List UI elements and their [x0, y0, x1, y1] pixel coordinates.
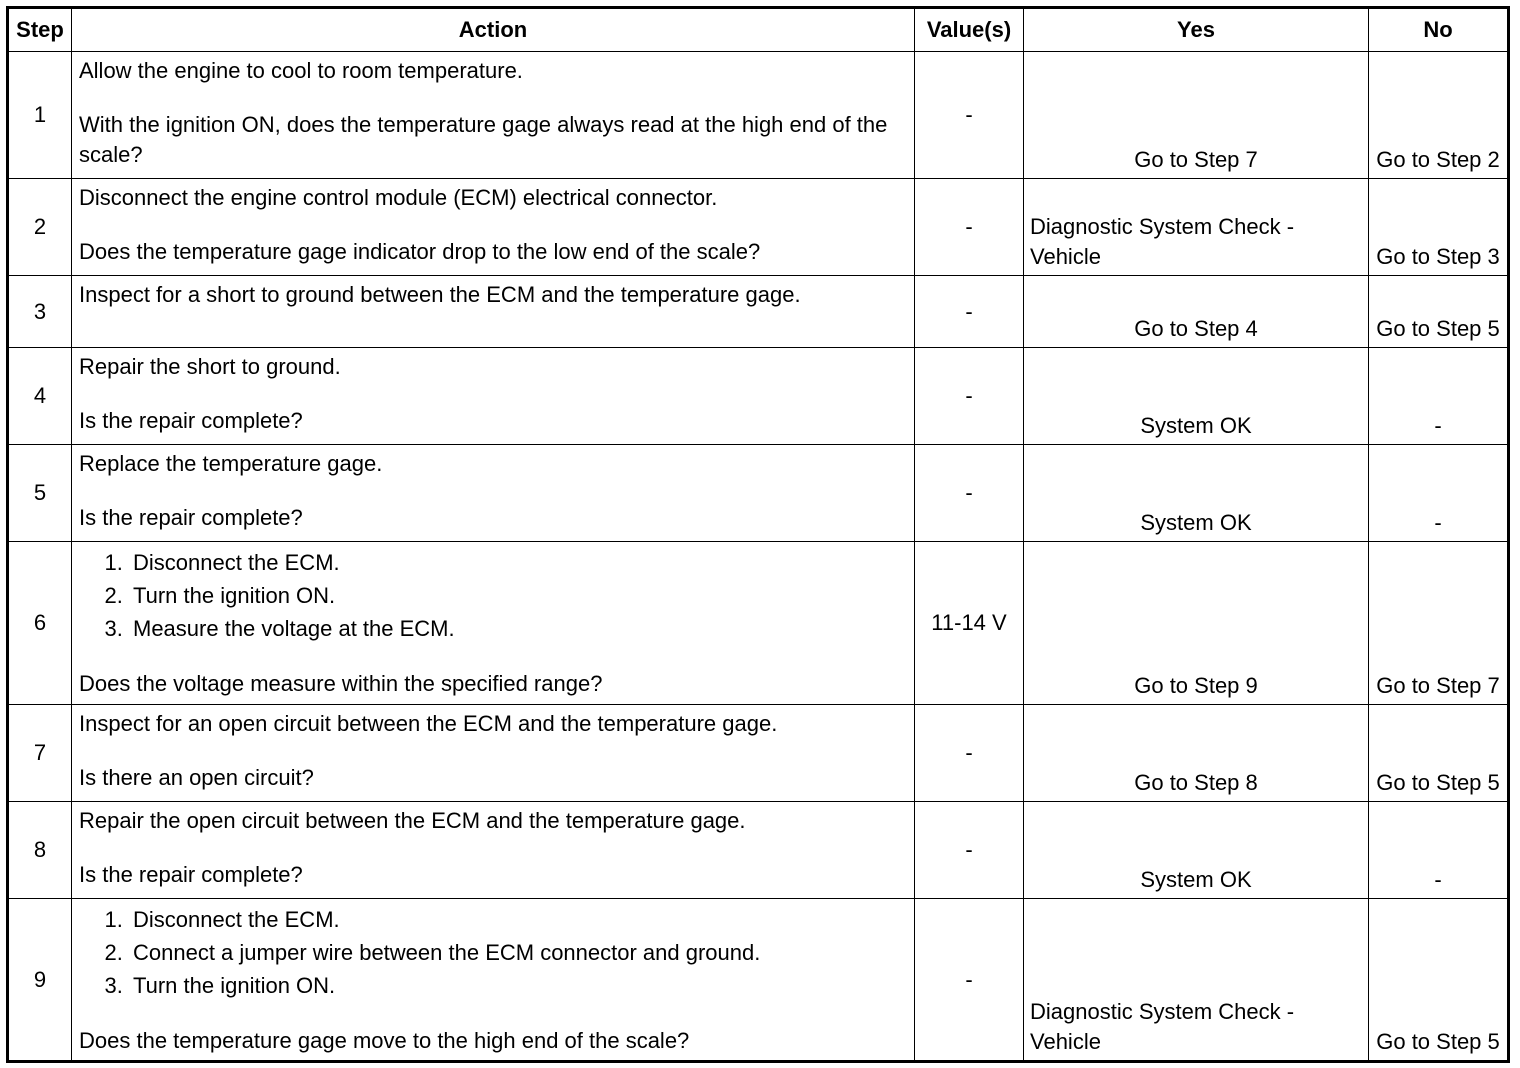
table-row: [8, 899, 1509, 1062]
yes-result: Diagnostic System Check - Vehicle: [1024, 899, 1369, 1062]
table-row: [8, 445, 1509, 542]
action-instruction: Repair the open circuit between the ECM and the temperature gage.: [79, 808, 746, 833]
action-step-item: 3. Measure the voltage at the ECM.: [129, 612, 906, 645]
action-cell: [72, 899, 915, 1062]
no-result: Go to Step 5: [1369, 705, 1509, 802]
no-result: -: [1369, 445, 1509, 542]
action-instruction: Repair the short to ground.: [79, 354, 341, 379]
header-row: [8, 8, 1509, 52]
action-question: Is the repair complete?: [79, 862, 303, 887]
table-row: [8, 276, 1509, 348]
action-instruction: Inspect for a short to ground between the ECM and the temperature gage.: [79, 282, 801, 307]
action-question: Is the repair complete?: [79, 408, 303, 433]
action-question: Does the temperature gage move to the high end of the scale?: [79, 1028, 690, 1053]
step-number: 3: [8, 276, 72, 348]
value-cell: -: [915, 802, 1024, 899]
header-step: Step: [8, 8, 72, 52]
action-steps-list: [79, 546, 906, 645]
step-number: 2: [8, 179, 72, 276]
action-cell: [72, 179, 915, 276]
no-result: -: [1369, 348, 1509, 445]
action-cell: [72, 52, 915, 179]
yes-result: System OK: [1024, 445, 1369, 542]
step-number: 5: [8, 445, 72, 542]
action-cell: [72, 542, 915, 705]
value-cell: 11-14 V: [915, 542, 1024, 705]
yes-result: Diagnostic System Check - Vehicle: [1024, 179, 1369, 276]
action-question: With the ignition ON, does the temperature gage always read at the high end of the scale?: [79, 112, 888, 167]
value-cell: -: [915, 52, 1024, 179]
table-row: [8, 348, 1509, 445]
yes-result: Go to Step 7: [1024, 52, 1369, 179]
table-row: [8, 179, 1509, 276]
step-number: 4: [8, 348, 72, 445]
table-row: [8, 802, 1509, 899]
action-instruction: Disconnect the engine control module (ECM) electrical connector.: [79, 185, 718, 210]
header-action: Action: [72, 8, 915, 52]
action-step-item: 2. Connect a jumper wire between the ECM connector and ground.: [129, 936, 906, 969]
yes-result: Go to Step 4: [1024, 276, 1369, 348]
action-instruction: Replace the temperature gage.: [79, 451, 383, 476]
action-question: Does the voltage measure within the specified range?: [79, 671, 603, 696]
no-result: Go to Step 3: [1369, 179, 1509, 276]
action-cell: [72, 802, 915, 899]
action-question: Does the temperature gage indicator drop to the low end of the scale?: [79, 239, 761, 264]
action-cell: [72, 705, 915, 802]
step-number: 6: [8, 542, 72, 705]
table-row: [8, 52, 1509, 179]
action-steps-list: [79, 903, 906, 1002]
step-number: 7: [8, 705, 72, 802]
table-row: [8, 705, 1509, 802]
header-no: No: [1369, 8, 1509, 52]
value-cell: -: [915, 348, 1024, 445]
action-cell: [72, 445, 915, 542]
diagnostic-table: [6, 6, 1510, 1063]
yes-result: Go to Step 8: [1024, 705, 1369, 802]
action-question: Is there an open circuit?: [79, 765, 314, 790]
no-result: Go to Step 7: [1369, 542, 1509, 705]
step-number: 1: [8, 52, 72, 179]
action-step-item: 3. Turn the ignition ON.: [129, 969, 906, 1002]
yes-result: System OK: [1024, 802, 1369, 899]
header-values: Value(s): [915, 8, 1024, 52]
action-step-item: 2. Turn the ignition ON.: [129, 579, 906, 612]
diagnostic-table-container: [6, 6, 1510, 1063]
table-row: [8, 542, 1509, 705]
action-step-item: 1. Disconnect the ECM.: [129, 903, 906, 936]
action-instruction: Inspect for an open circuit between the ECM and the temperature gage.: [79, 711, 778, 736]
action-instruction: Allow the engine to cool to room temperature.: [79, 58, 523, 83]
value-cell: -: [915, 899, 1024, 1062]
step-number: 8: [8, 802, 72, 899]
action-cell: [72, 348, 915, 445]
step-number: 9: [8, 899, 72, 1062]
value-cell: -: [915, 705, 1024, 802]
value-cell: -: [915, 179, 1024, 276]
value-cell: -: [915, 276, 1024, 348]
action-cell: [72, 276, 915, 348]
no-result: Go to Step 5: [1369, 899, 1509, 1062]
header-yes: Yes: [1024, 8, 1369, 52]
action-step-item: 1. Disconnect the ECM.: [129, 546, 906, 579]
yes-result: Go to Step 9: [1024, 542, 1369, 705]
action-question: Is the repair complete?: [79, 505, 303, 530]
no-result: Go to Step 5: [1369, 276, 1509, 348]
yes-result: System OK: [1024, 348, 1369, 445]
no-result: -: [1369, 802, 1509, 899]
value-cell: -: [915, 445, 1024, 542]
no-result: Go to Step 2: [1369, 52, 1509, 179]
